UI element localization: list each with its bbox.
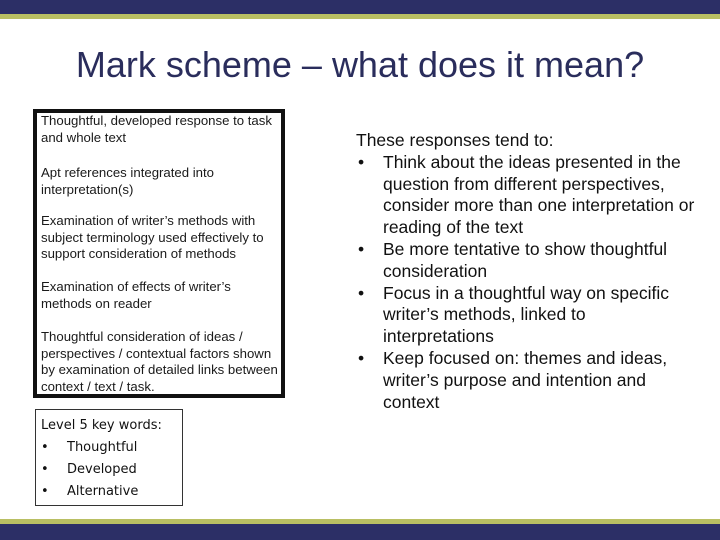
response-item <box>356 348 696 413</box>
keyword-item <box>41 481 182 503</box>
keywords-heading: Level 5 key words: <box>41 418 162 433</box>
responses-intro: These responses tend to: <box>356 130 554 150</box>
keyword-item <box>41 437 182 459</box>
response-text: Think about the ideas presented in the question from different perspectives, consider more than one interpretation or reading of the text <box>383 151 695 238</box>
response-text: Be more tentative to show thoughtful consideration <box>383 238 668 281</box>
keywords-list <box>41 437 182 503</box>
top-navy-bar <box>0 0 720 14</box>
response-item <box>356 283 696 348</box>
bullet-icon: • <box>358 282 365 303</box>
responses-list <box>356 152 696 414</box>
bullet-icon: • <box>41 484 49 499</box>
top-olive-bar <box>0 14 720 19</box>
bullet-icon: • <box>358 347 365 368</box>
bullet-icon: • <box>358 151 365 172</box>
keywords-box <box>35 409 183 506</box>
keyword-label: Thoughtful <box>67 440 138 455</box>
criterion-text: Thoughtful consideration of ideas / perspectives / contextual factors shown by examination of detailed links between context / text / task. <box>41 329 278 394</box>
bullet-icon: • <box>41 440 49 455</box>
keyword-label: Developed <box>67 462 137 477</box>
criterion-text: Examination of writer’s methods with subject terminology used effectively to support consideration of methods <box>41 213 264 261</box>
response-item <box>356 239 696 283</box>
keyword-item <box>41 459 182 481</box>
bullet-icon: • <box>358 238 365 259</box>
bottom-navy-bar <box>0 524 720 540</box>
criterion-text: Examination of effects of writer’s methods on reader <box>41 279 231 311</box>
bullet-icon: • <box>41 462 49 477</box>
response-text: Keep focused on: themes and ideas, writer’s purpose and intention and context <box>383 347 668 412</box>
responses-panel <box>356 130 696 413</box>
criterion-text: Thoughtful, developed response to task and whole text <box>41 113 272 145</box>
slide-title: Mark scheme – what does it mean? <box>75 44 645 85</box>
keyword-label: Alternative <box>67 484 139 499</box>
response-item <box>356 152 696 239</box>
response-text: Focus in a thoughtful way on specific writer’s methods, linked to interpretations <box>383 282 669 347</box>
criteria-box <box>33 109 285 398</box>
criterion-text: Apt references integrated into interpretation(s) <box>41 165 215 197</box>
